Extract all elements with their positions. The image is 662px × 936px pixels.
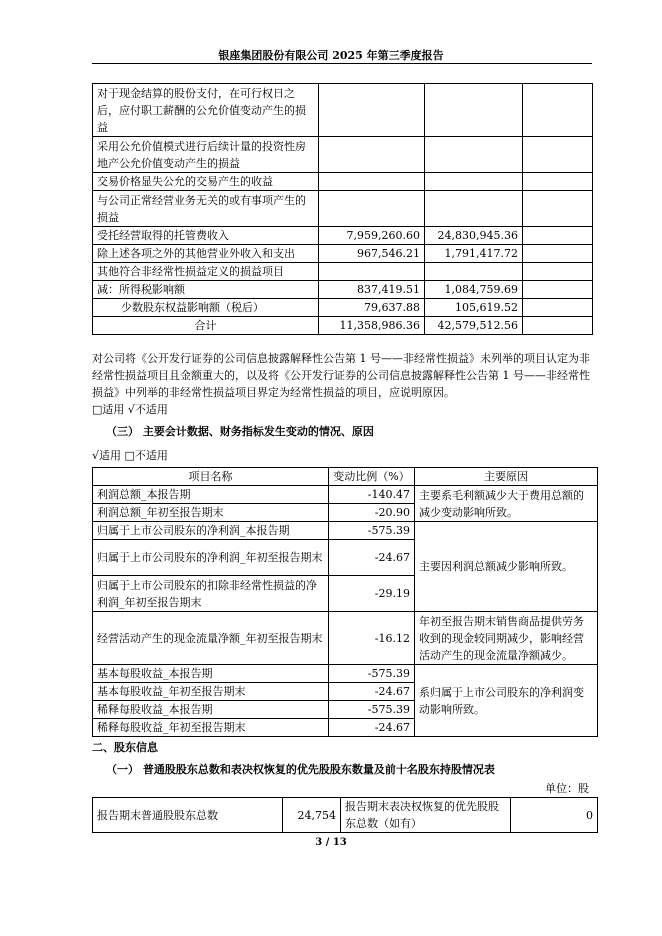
item-name: 归属于上市公司股东的净利润_本报告期 — [93, 522, 329, 540]
current-value — [319, 263, 425, 281]
ytd-value: 105,619.52 — [425, 299, 523, 317]
note — [523, 191, 593, 227]
table-row — [93, 263, 593, 281]
row-label: 减：所得税影响额 — [93, 281, 319, 299]
note — [523, 263, 593, 281]
table-row — [93, 191, 593, 227]
item-name: 基本每股收益_本报告期 — [93, 665, 329, 683]
applicable-status-2: √适用 □不适用 — [92, 449, 168, 462]
change-pct: -24.67 — [329, 540, 415, 576]
change-pct: -140.47 — [329, 486, 415, 504]
ytd-value — [425, 173, 523, 191]
row-label: 少数股东权益影响额（税后） — [93, 299, 319, 317]
row-label: 除上述各项之外的其他营业外收入和支出 — [93, 245, 319, 263]
ytd-value: 42,579,512.56 — [425, 317, 523, 335]
column-header: 项目名称 — [93, 468, 329, 486]
applicable-status-1: □适用 √不适用 — [92, 403, 168, 416]
item-name: 利润总额_年初至报告期末 — [93, 504, 329, 522]
row-label: 对于现金结算的股份支付，在可行权日之后，应付职工薪酬的公允价值变动产生的损益 — [93, 84, 319, 137]
common-shareholders-value: 24,754 — [283, 798, 341, 833]
item-name: 归属于上市公司股东的净利润_年初至报告期末 — [93, 540, 329, 576]
table-row — [93, 486, 598, 504]
unit-label: 单位：股 — [545, 782, 589, 795]
change-pct: -20.90 — [329, 504, 415, 522]
page-number: 3 / 13 — [315, 837, 347, 848]
table-row — [93, 137, 593, 173]
current-value: 7,959,260.60 — [319, 227, 425, 245]
ytd-value: 1,791,417.72 — [425, 245, 523, 263]
current-value: 967,546.21 — [319, 245, 425, 263]
report-header: 银座集团股份有限公司 2025 年第三季度报告 — [218, 49, 444, 62]
row-label: 交易价格显失公允的交易产生的收益 — [93, 173, 319, 191]
header-rule — [92, 63, 592, 64]
ytd-value — [425, 84, 523, 137]
item-name: 利润总额_本报告期 — [93, 486, 329, 504]
reason: 主要系毛利额减少大于费用总额的减少变动影响所致。 — [415, 486, 598, 522]
table-row — [93, 612, 598, 665]
ytd-value: 24,830,945.36 — [425, 227, 523, 245]
explanation-paragraph: 对公司将《公开发行证券的公司信息披露解释性公告第 1 号——非经常性损益》未列举的项目认定为非经常性损益项目且金额重大的，以及将《公开发行证券的公司信息披露解释性公告第 1 号——非经常性损益》中列举的非经常性损益项目界定为经常性损益的项目，应说明原因。 — [92, 352, 590, 399]
table-row — [93, 173, 593, 191]
table-row — [93, 522, 598, 540]
ytd-value: 1,084,759.69 — [425, 281, 523, 299]
change-pct: -29.19 — [329, 576, 415, 612]
note — [523, 227, 593, 245]
change-pct: -575.39 — [329, 665, 415, 683]
current-value — [319, 173, 425, 191]
change-table — [92, 467, 598, 737]
change-pct: -575.39 — [329, 522, 415, 540]
change-pct: -575.39 — [329, 701, 415, 719]
note — [523, 245, 593, 263]
table-row — [93, 299, 593, 317]
ytd-value — [425, 191, 523, 227]
change-pct: -16.12 — [329, 612, 415, 665]
preferred-shareholders-label: 报告期末表决权恢复的优先股股东总数（如有） — [341, 798, 511, 833]
item-name: 经营活动产生的现金流量净额_年初至报告期末 — [93, 612, 329, 665]
row-label: 采用公允价值模式进行后续计量的投资性房地产公允价值变动产生的损益 — [93, 137, 319, 173]
note — [523, 173, 593, 191]
note — [523, 299, 593, 317]
row-label: 受托经营取得的托管费收入 — [93, 227, 319, 245]
note — [523, 317, 593, 335]
note — [523, 84, 593, 137]
reason: 年初至报告期末销售商品提供劳务收到的现金较同期减少，影响经营活动产生的现金流量净额减少。 — [415, 612, 598, 665]
column-header: 变动比例（%） — [329, 468, 415, 486]
item-name: 稀释每股收益_年初至报告期末 — [93, 719, 329, 737]
table-row — [93, 281, 593, 299]
row-label: 合计 — [93, 317, 319, 335]
column-header: 主要原因 — [415, 468, 598, 486]
current-value: 79,637.88 — [319, 299, 425, 317]
table-row — [93, 84, 593, 137]
section-3-title: （三） 主要会计数据、财务指标发生变动的情况、原因 — [106, 425, 374, 438]
nonrecurring-table — [92, 83, 593, 335]
row-label: 其他符合非经常性损益定义的损益项目 — [93, 263, 319, 281]
preferred-shareholders-value: 0 — [511, 798, 598, 833]
section-2-1-title: （一） 普通股股东总数和表决权恢复的优先股股东数量及前十名股东持股情况表 — [106, 763, 495, 776]
table-row — [93, 227, 593, 245]
reason: 主要因利润总额减少影响所致。 — [415, 522, 598, 612]
note — [523, 281, 593, 299]
current-value: 837,419.51 — [319, 281, 425, 299]
item-name: 稀释每股收益_本报告期 — [93, 701, 329, 719]
table-header-row — [93, 468, 598, 486]
section-2-title: 二、股东信息 — [92, 741, 158, 754]
change-pct: -24.67 — [329, 719, 415, 737]
table-row — [93, 245, 593, 263]
table-row — [93, 665, 598, 683]
current-value — [319, 191, 425, 227]
current-value — [319, 137, 425, 173]
item-name: 基本每股收益_年初至报告期末 — [93, 683, 329, 701]
note — [523, 137, 593, 173]
table-row — [93, 798, 598, 833]
common-shareholders-label: 报告期末普通股股东总数 — [93, 798, 283, 833]
current-value — [319, 84, 425, 137]
row-label: 与公司正常经营业务无关的或有事项产生的损益 — [93, 191, 319, 227]
ytd-value — [425, 263, 523, 281]
reason: 系归属于上市公司股东的净利润变动影响所致。 — [415, 665, 598, 737]
table-row-total — [93, 317, 593, 335]
current-value: 11,358,986.36 — [319, 317, 425, 335]
item-name: 归属于上市公司股东的扣除非经常性损益的净利润_年初至报告期末 — [93, 576, 329, 612]
change-pct: -24.67 — [329, 683, 415, 701]
shareholder-count-table — [92, 797, 598, 833]
ytd-value — [425, 137, 523, 173]
